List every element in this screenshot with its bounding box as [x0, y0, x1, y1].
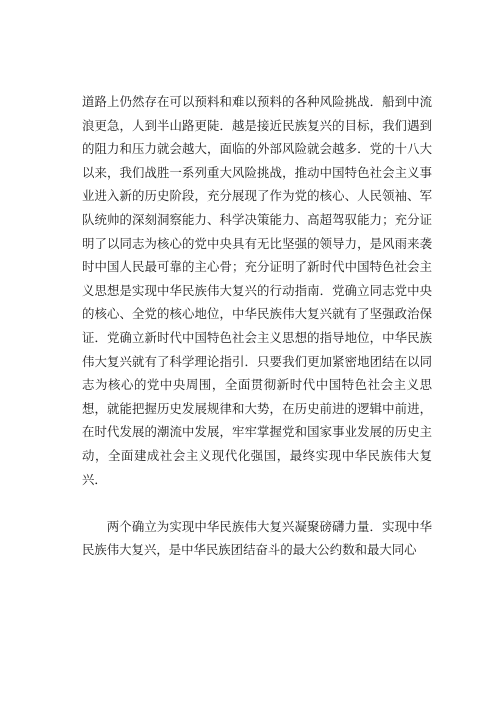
paragraph-1: 道路上仍然存在可以预料和难以预料的各种风险挑战．船到中流浪更急，人到半山路更陡．越是接近民族复兴的目标，我们遇到的阻力和压力就会越大，面临的外部风险就会越多．党的十八大以来，我们战胜一系列重大风险挑战，推动中国特色社会主义事业进入新的历史阶段，充分展现了作为党的核心、人民领袖、军队统帅的深刻洞察能力、科学决策能力、高超驾驭能力；充分证明了以同志为核心的党中央具有无比坚强的领导力，是风雨来袭时中国人民最可靠的主心骨；充分证明了新时代中国特色社会主义思想是实现中华民族伟大复兴的行动指南．党确立同志党中央的核心、全党的核心地位，中华民族伟大复兴就有了坚强政治保证．党确立新时代中国特色社会主义思想的指导地位，中华民族伟大复兴就有了科学理论指引．只要我们更加紧密地团结在以同志为核心的党中央周围，全面贯彻新时代中国特色社会主义思想，就能把握历史发展规律和大势，在历史前进的逻辑中前进，在时代发展的潮流中发展，牢牢掌握党和国家事业发展的历史主动，全面建成社会主义现代化强国，最终实现中华民族伟大复兴． — [82, 94, 432, 487]
document-body — [82, 90, 432, 562]
paragraph-2: 两个确立为实现中华民族伟大复兴凝聚磅礴力量．实现中华民族伟大复兴，是中华民族团结奋斗的最大公约数和最大同心 — [82, 518, 432, 558]
